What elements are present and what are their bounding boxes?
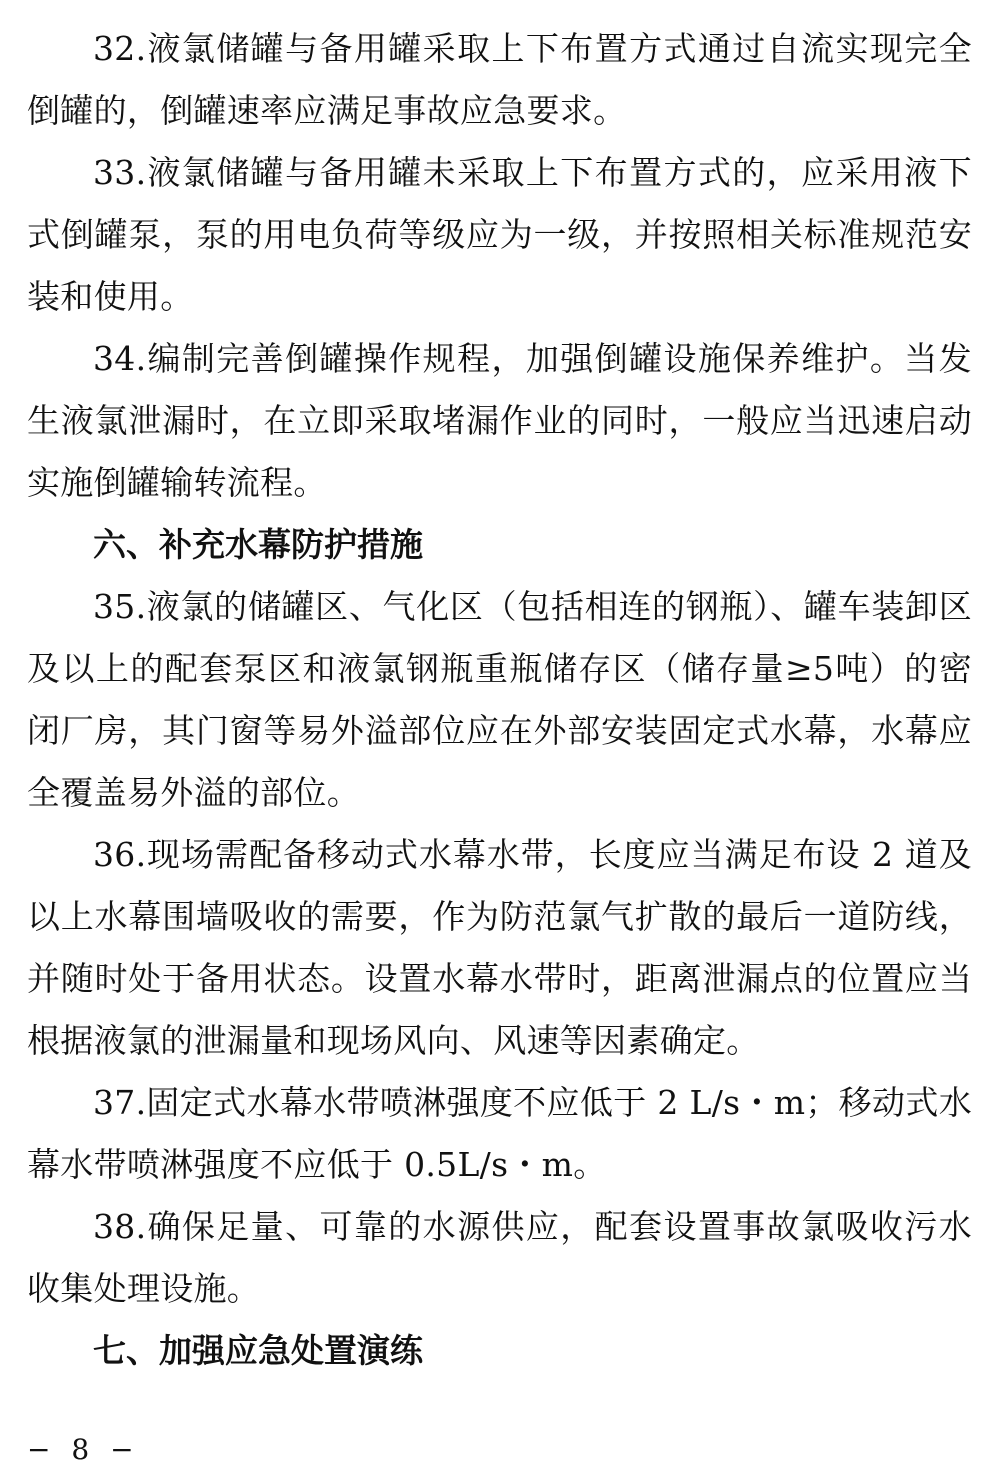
paragraph-32: 32.液氯储罐与备用罐采取上下布置方式通过自流实现完全倒罐的，倒罐速率应满足事故应急要求。 <box>27 29 972 130</box>
paragraph-33: 33.液氯储罐与备用罐未采取上下布置方式的，应采用液下式倒罐泵，泵的用电负荷等级应为一级，并按照相关标准规范安装和使用。 <box>27 153 972 316</box>
paragraph-38: 38.确保足量、可靠的水源供应，配套设置事故氯吸收污水收集处理设施。 <box>27 1207 972 1308</box>
section-heading-6: 六、补充水幕防护措施 <box>93 525 423 564</box>
page-number: − 8 − <box>27 1433 140 1466</box>
paragraph-35: 35.液氯的储罐区、气化区（包括相连的钢瓶）、罐车装卸区及以上的配套泵区和液氯钢瓶重瓶储存区（储存量≥5吨）的密闭厂房，其门窗等易外溢部位应在外部安装固定式水幕，水幕应全覆盖易外溢的部位。 <box>27 587 972 812</box>
document-body <box>27 18 972 1382</box>
paragraph-36: 36.现场需配备移动式水幕水带，长度应当满足布设 2 道及以上水幕围墙吸收的需要，作为防范氯气扩散的最后一道防线，并随时处于备用状态。设置水幕水带时，距离泄漏点的位置应当根据液氯的泄漏量和现场风向、风速等因素确定。 <box>27 835 972 1060</box>
paragraph-34: 34.编制完善倒罐操作规程，加强倒罐设施保养维护。当发生液氯泄漏时，在立即采取堵漏作业的同时，一般应当迅速启动实施倒罐输转流程。 <box>27 339 972 502</box>
paragraph-37: 37.固定式水幕水带喷淋强度不应低于 2 L/s・m；移动式水幕水带喷淋强度不应低于 0.5L/s・m。 <box>27 1083 972 1184</box>
section-heading-7: 七、加强应急处置演练 <box>93 1331 423 1370</box>
